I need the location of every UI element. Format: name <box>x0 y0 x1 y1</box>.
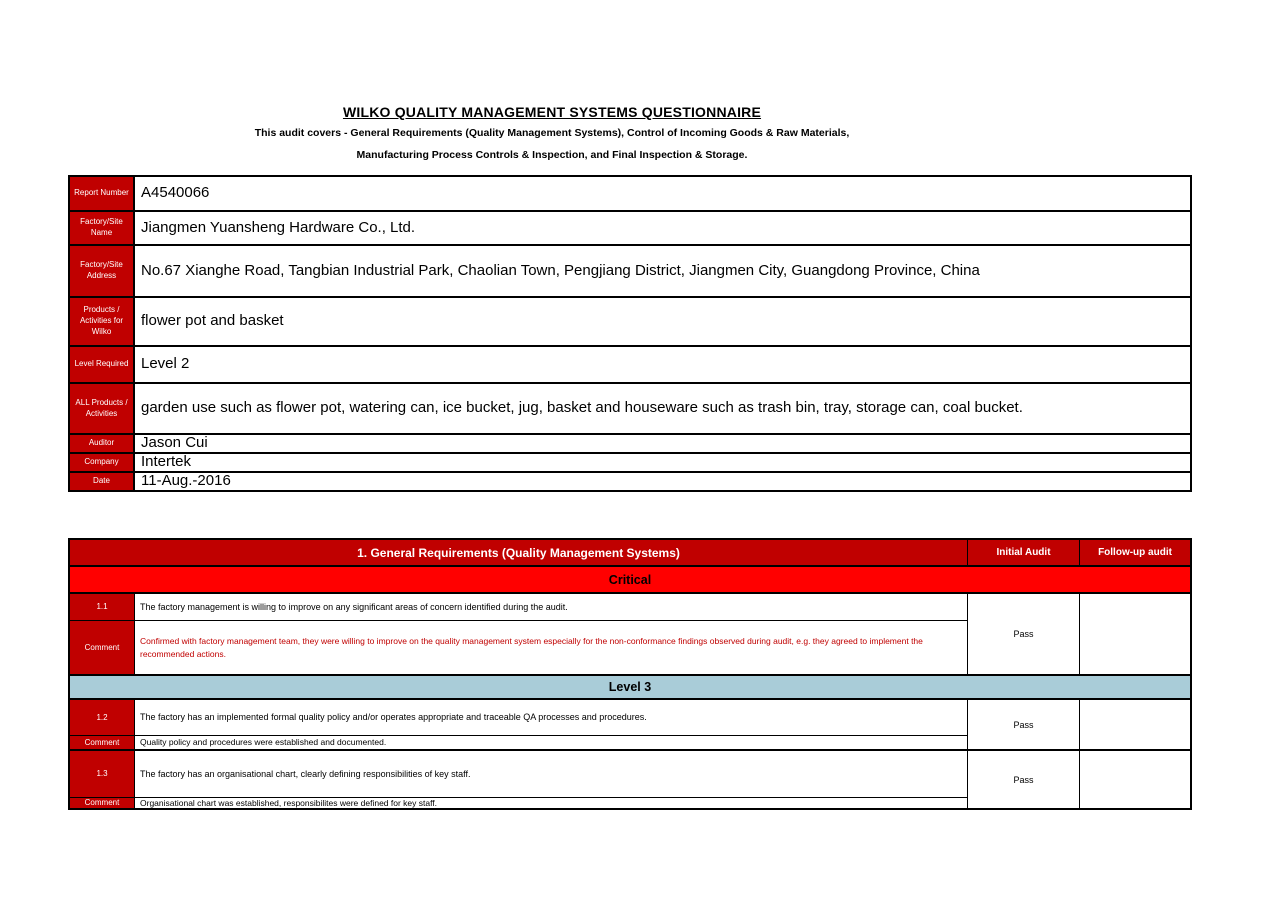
questionnaire-header-row <box>70 540 1190 567</box>
info-value-factory-name: Jiangmen Yuansheng Hardware Co., Ltd. <box>141 218 416 236</box>
info-label-company: Company <box>70 454 135 471</box>
info-row-company <box>70 452 1190 471</box>
comment-label: Comment <box>70 798 135 808</box>
comment-text: Organisational chart was established, responsibilites were defined for key staff. <box>135 798 968 808</box>
questionnaire-table <box>68 538 1192 810</box>
info-label-products-for-wilko: Products / Activities for Wilko <box>70 298 135 345</box>
followup-audit-result <box>1080 594 1190 674</box>
info-label-level-required: Level Required <box>70 347 135 382</box>
comment-text: Confirmed with factory management team, they were willing to improve on the quality management system especially for the non-conformance findings observed during audit, e.g. they agreed to implement the recommended actions. <box>135 621 968 674</box>
question-item-1-3 <box>70 751 1190 808</box>
document-subtitle-line1: This audit covers - General Requirements (Quality Management Systems), Control of Incoming Goods & Raw Materials, <box>254 127 850 139</box>
info-value-date: 11-Aug.-2016 <box>141 473 231 490</box>
question-id: 1.2 <box>70 700 135 736</box>
initial-audit-result: Pass <box>968 751 1080 808</box>
info-label-date: Date <box>70 473 135 490</box>
info-label-factory-name: Factory/Site Name <box>70 212 135 244</box>
critical-band: Critical <box>70 567 1190 594</box>
info-value-auditor: Jason Cui <box>141 435 208 452</box>
question-id: 1.1 <box>70 594 135 621</box>
info-label-all-products: ALL Products / Activities <box>70 384 135 433</box>
comment-label: Comment <box>70 736 135 749</box>
followup-audit-column-header: Follow-up audit <box>1098 547 1172 558</box>
followup-audit-result <box>1080 751 1190 808</box>
info-value-level-required: Level 2 <box>141 355 190 373</box>
info-row-all-products <box>70 382 1190 433</box>
info-row-factory-name <box>70 210 1190 244</box>
info-value-all-products: garden use such as flower pot, watering can, ice bucket, jug, basket and houseware such as trash bin, tray, storage can, coal bucket. <box>141 399 1023 417</box>
document-header <box>0 104 1104 161</box>
info-label-auditor: Auditor <box>70 435 135 452</box>
info-row-auditor <box>70 433 1190 452</box>
followup-audit-result <box>1080 700 1190 749</box>
comment-label: Comment <box>70 621 135 674</box>
info-row-level-required <box>70 345 1190 382</box>
info-value-report-number: A4540066 <box>141 184 210 202</box>
document-title: WILKO QUALITY MANAGEMENT SYSTEMS QUESTIONNAIRE <box>342 104 762 120</box>
factory-info-table <box>68 175 1192 492</box>
initial-audit-result: Pass <box>968 594 1080 674</box>
section-title: 1. General Requirements (Quality Management Systems) <box>70 540 968 565</box>
document-subtitle-line2: Manufacturing Process Controls & Inspection, and Final Inspection & Storage. <box>356 149 748 161</box>
info-row-factory-address <box>70 244 1190 296</box>
question-id: 1.3 <box>70 751 135 798</box>
question-text: The factory has an organisational chart, clearly defining responsibilities of key staff. <box>135 751 968 798</box>
info-label-report-number: Report Number <box>70 177 135 210</box>
info-label-factory-address: Factory/Site Address <box>70 246 135 296</box>
level3-band: Level 3 <box>70 676 1190 700</box>
question-item-1-2 <box>70 700 1190 751</box>
question-item-1-1 <box>70 594 1190 676</box>
info-value-factory-address: No.67 Xianghe Road, Tangbian Industrial Park, Chaolian Town, Pengjiang District, Jiangmen City, Guangdong Province, China <box>141 261 980 279</box>
info-value-company: Intertek <box>141 454 192 471</box>
info-row-products-for-wilko <box>70 296 1190 345</box>
question-text: The factory management is willing to improve on any significant areas of concern identified during the audit. <box>135 594 968 621</box>
info-row-report-number <box>70 177 1190 210</box>
comment-text: Quality policy and procedures were established and documented. <box>135 736 968 749</box>
initial-audit-column-header: Initial Audit <box>968 540 1080 565</box>
info-value-products-for-wilko: flower pot and basket <box>141 312 284 330</box>
initial-audit-result: Pass <box>968 700 1080 749</box>
question-text: The factory has an implemented formal quality policy and/or operates appropriate and traceable QA processes and procedures. <box>135 700 968 736</box>
info-row-date <box>70 471 1190 490</box>
